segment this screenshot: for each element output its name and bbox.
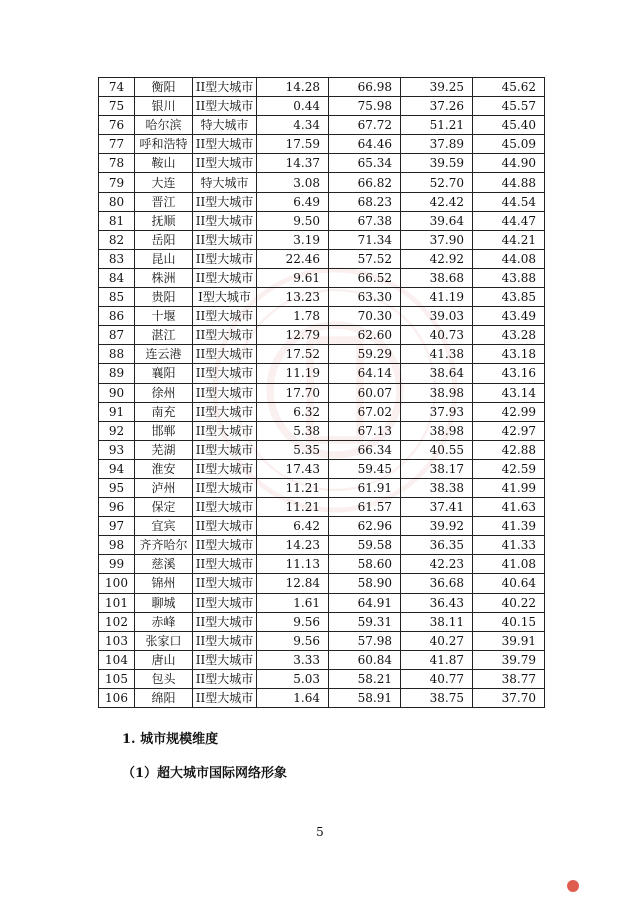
city-type-cell: II型大城市 [193,650,257,669]
score-cell: 6.49 [257,192,329,211]
rank-cell: 91 [99,402,135,421]
rank-cell: 104 [99,650,135,669]
score-cell: 62.60 [329,326,401,345]
table-row [99,307,545,326]
table-row [99,383,545,402]
table-row [99,97,545,116]
score-cell: 3.19 [257,230,329,249]
city-type-cell: II型大城市 [193,440,257,459]
city-type-cell: II型大城市 [193,364,257,383]
city-cell: 唐山 [135,650,193,669]
score-cell: 66.98 [329,78,401,97]
score-cell: 64.14 [329,364,401,383]
city-cell: 连云港 [135,345,193,364]
city-cell: 包头 [135,669,193,688]
score-cell: 17.70 [257,383,329,402]
score-cell: 40.27 [401,631,473,650]
rank-cell: 101 [99,593,135,612]
score-cell: 38.98 [401,383,473,402]
score-cell: 41.33 [473,536,545,555]
score-cell: 9.56 [257,612,329,631]
score-cell: 43.18 [473,345,545,364]
score-cell: 59.58 [329,536,401,555]
score-cell: 17.59 [257,135,329,154]
rank-cell: 94 [99,459,135,478]
score-cell: 14.28 [257,78,329,97]
section-heading: 1. 城市规模维度 [122,732,219,747]
rank-cell: 76 [99,116,135,135]
rank-cell: 80 [99,192,135,211]
city-cell: 锦州 [135,574,193,593]
score-cell: 44.21 [473,230,545,249]
score-cell: 36.68 [401,574,473,593]
rank-cell: 88 [99,345,135,364]
table-row [99,689,545,708]
table-row [99,135,545,154]
score-cell: 43.88 [473,268,545,287]
city-type-cell: II型大城市 [193,345,257,364]
score-cell: 41.39 [473,517,545,536]
city-type-cell: II型大城市 [193,459,257,478]
table-row [99,192,545,211]
rank-cell: 81 [99,211,135,230]
city-type-cell: II型大城市 [193,135,257,154]
city-type-cell: II型大城市 [193,631,257,650]
score-cell: 42.23 [401,555,473,574]
city-cell: 鞍山 [135,154,193,173]
city-cell: 哈尔滨 [135,116,193,135]
score-cell: 40.22 [473,593,545,612]
score-cell: 9.50 [257,211,329,230]
score-cell: 59.31 [329,612,401,631]
city-type-cell: II型大城市 [193,383,257,402]
city-type-cell: 特大城市 [193,116,257,135]
table-row [99,593,545,612]
table-row [99,650,545,669]
score-cell: 43.28 [473,326,545,345]
rank-cell: 84 [99,268,135,287]
score-cell: 11.21 [257,498,329,517]
city-cell: 齐齐哈尔 [135,536,193,555]
score-cell: 14.37 [257,154,329,173]
rank-cell: 85 [99,288,135,307]
score-cell: 64.46 [329,135,401,154]
score-cell: 12.79 [257,326,329,345]
score-cell: 12.84 [257,574,329,593]
score-cell: 39.91 [473,631,545,650]
score-cell: 38.77 [473,669,545,688]
rank-cell: 87 [99,326,135,345]
score-cell: 42.42 [401,192,473,211]
table-row [99,230,545,249]
rank-cell: 102 [99,612,135,631]
score-cell: 38.75 [401,689,473,708]
score-cell: 60.07 [329,383,401,402]
table-row [99,669,545,688]
city-ranking-table [98,77,545,708]
city-type-cell: II型大城市 [193,478,257,497]
table-row [99,402,545,421]
city-cell: 昆山 [135,249,193,268]
city-type-cell: I型大城市 [193,288,257,307]
table-row [99,154,545,173]
score-cell: 38.38 [401,478,473,497]
city-type-cell: II型大城市 [193,536,257,555]
score-cell: 40.55 [401,440,473,459]
score-cell: 45.62 [473,78,545,97]
score-cell: 14.23 [257,536,329,555]
score-cell: 44.90 [473,154,545,173]
source-logo [567,880,579,892]
score-cell: 9.56 [257,631,329,650]
table-row [99,173,545,192]
score-cell: 66.52 [329,268,401,287]
rank-cell: 77 [99,135,135,154]
score-cell: 75.98 [329,97,401,116]
city-type-cell: II型大城市 [193,230,257,249]
score-cell: 42.59 [473,459,545,478]
score-cell: 5.35 [257,440,329,459]
city-cell: 衡阳 [135,78,193,97]
table-row [99,78,545,97]
city-type-cell: II型大城市 [193,517,257,536]
table-row [99,421,545,440]
score-cell: 41.99 [473,478,545,497]
score-cell: 41.87 [401,650,473,669]
table-row [99,612,545,631]
city-type-cell: II型大城市 [193,249,257,268]
score-cell: 66.34 [329,440,401,459]
rank-cell: 99 [99,555,135,574]
score-cell: 39.25 [401,78,473,97]
city-cell: 邯郸 [135,421,193,440]
score-cell: 9.61 [257,268,329,287]
table-row [99,574,545,593]
score-cell: 43.49 [473,307,545,326]
score-cell: 39.92 [401,517,473,536]
score-cell: 52.70 [401,173,473,192]
score-cell: 37.93 [401,402,473,421]
score-cell: 40.77 [401,669,473,688]
score-cell: 4.34 [257,116,329,135]
score-cell: 64.91 [329,593,401,612]
rank-cell: 74 [99,78,135,97]
rank-cell: 105 [99,669,135,688]
city-cell: 呼和浩特 [135,135,193,154]
city-cell: 淮安 [135,459,193,478]
city-cell: 株洲 [135,268,193,287]
score-cell: 67.02 [329,402,401,421]
city-cell: 慈溪 [135,555,193,574]
score-cell: 45.09 [473,135,545,154]
score-cell: 68.23 [329,192,401,211]
city-type-cell: II型大城市 [193,154,257,173]
city-type-cell: II型大城市 [193,574,257,593]
score-cell: 42.92 [401,249,473,268]
score-cell: 6.42 [257,517,329,536]
score-cell: 41.08 [473,555,545,574]
city-type-cell: II型大城市 [193,593,257,612]
score-cell: 71.34 [329,230,401,249]
table-row [99,478,545,497]
rank-cell: 106 [99,689,135,708]
score-cell: 42.99 [473,402,545,421]
city-type-cell: II型大城市 [193,268,257,287]
score-cell: 1.61 [257,593,329,612]
rank-cell: 79 [99,173,135,192]
score-cell: 42.97 [473,421,545,440]
table-row [99,268,545,287]
score-cell: 41.38 [401,345,473,364]
score-cell: 1.78 [257,307,329,326]
score-cell: 38.98 [401,421,473,440]
table-row [99,498,545,517]
city-cell: 徐州 [135,383,193,402]
score-cell: 58.21 [329,669,401,688]
score-cell: 37.89 [401,135,473,154]
score-cell: 66.82 [329,173,401,192]
city-type-cell: II型大城市 [193,669,257,688]
score-cell: 38.11 [401,612,473,631]
rank-cell: 100 [99,574,135,593]
city-cell: 绵阳 [135,689,193,708]
city-type-cell: II型大城市 [193,326,257,345]
rank-cell: 78 [99,154,135,173]
city-cell: 贵阳 [135,288,193,307]
rank-cell: 89 [99,364,135,383]
score-cell: 65.34 [329,154,401,173]
city-type-cell: II型大城市 [193,192,257,211]
score-cell: 59.29 [329,345,401,364]
table-row [99,440,545,459]
city-cell: 岳阳 [135,230,193,249]
score-cell: 11.21 [257,478,329,497]
score-cell: 44.47 [473,211,545,230]
table-row [99,211,545,230]
score-cell: 38.17 [401,459,473,478]
score-cell: 37.70 [473,689,545,708]
page-number: 5 [316,825,324,839]
city-cell: 保定 [135,498,193,517]
table-row [99,631,545,650]
city-cell: 宜宾 [135,517,193,536]
score-cell: 37.90 [401,230,473,249]
score-cell: 63.30 [329,288,401,307]
score-cell: 59.45 [329,459,401,478]
score-cell: 40.15 [473,612,545,631]
table-row [99,249,545,268]
score-cell: 11.19 [257,364,329,383]
score-cell: 11.13 [257,555,329,574]
city-type-cell: II型大城市 [193,689,257,708]
score-cell: 36.43 [401,593,473,612]
rank-cell: 98 [99,536,135,555]
table-row [99,517,545,536]
rank-cell: 93 [99,440,135,459]
score-cell: 45.40 [473,116,545,135]
score-cell: 13.23 [257,288,329,307]
score-cell: 37.26 [401,97,473,116]
city-type-cell: II型大城市 [193,211,257,230]
score-cell: 40.64 [473,574,545,593]
score-cell: 45.57 [473,97,545,116]
score-cell: 70.30 [329,307,401,326]
score-cell: 39.64 [401,211,473,230]
score-cell: 38.68 [401,268,473,287]
score-cell: 61.57 [329,498,401,517]
city-cell: 聊城 [135,593,193,612]
score-cell: 57.52 [329,249,401,268]
table-body [99,78,545,708]
table-row [99,326,545,345]
rank-cell: 92 [99,421,135,440]
score-cell: 5.03 [257,669,329,688]
city-cell: 芜湖 [135,440,193,459]
rank-cell: 90 [99,383,135,402]
score-cell: 51.21 [401,116,473,135]
score-cell: 67.38 [329,211,401,230]
rank-cell: 86 [99,307,135,326]
city-cell: 抚顺 [135,211,193,230]
table-row [99,364,545,383]
score-cell: 60.84 [329,650,401,669]
score-cell: 41.19 [401,288,473,307]
city-cell: 泸州 [135,478,193,497]
score-cell: 41.63 [473,498,545,517]
score-cell: 0.44 [257,97,329,116]
score-cell: 39.79 [473,650,545,669]
subsection-heading: （1）超大城市国际网络形象 [122,766,288,781]
score-cell: 40.73 [401,326,473,345]
city-type-cell: II型大城市 [193,307,257,326]
score-cell: 37.41 [401,498,473,517]
city-type-cell: II型大城市 [193,498,257,517]
score-cell: 67.72 [329,116,401,135]
table-row [99,345,545,364]
city-cell: 大连 [135,173,193,192]
city-type-cell: II型大城市 [193,402,257,421]
score-cell: 44.08 [473,249,545,268]
rank-cell: 97 [99,517,135,536]
city-cell: 晋江 [135,192,193,211]
score-cell: 38.64 [401,364,473,383]
score-cell: 43.85 [473,288,545,307]
table-row [99,116,545,135]
score-cell: 5.38 [257,421,329,440]
city-cell: 湛江 [135,326,193,345]
score-cell: 3.33 [257,650,329,669]
score-cell: 43.14 [473,383,545,402]
city-type-cell: II型大城市 [193,555,257,574]
score-cell: 36.35 [401,536,473,555]
rank-cell: 75 [99,97,135,116]
city-type-cell: II型大城市 [193,421,257,440]
city-type-cell: II型大城市 [193,612,257,631]
city-cell: 南充 [135,402,193,421]
score-cell: 39.59 [401,154,473,173]
table-row [99,288,545,307]
city-type-cell: II型大城市 [193,97,257,116]
source-logo-icon [567,880,579,892]
city-cell: 赤峰 [135,612,193,631]
rank-cell: 103 [99,631,135,650]
score-cell: 17.52 [257,345,329,364]
table-row [99,536,545,555]
score-cell: 44.54 [473,192,545,211]
city-cell: 十堰 [135,307,193,326]
score-cell: 43.16 [473,364,545,383]
city-type-cell: II型大城市 [193,78,257,97]
rank-cell: 95 [99,478,135,497]
city-cell: 襄阳 [135,364,193,383]
score-cell: 61.91 [329,478,401,497]
score-cell: 6.32 [257,402,329,421]
score-cell: 57.98 [329,631,401,650]
score-cell: 3.08 [257,173,329,192]
table-row [99,555,545,574]
score-cell: 44.88 [473,173,545,192]
score-cell: 58.60 [329,555,401,574]
city-cell: 张家口 [135,631,193,650]
rank-cell: 82 [99,230,135,249]
rank-cell: 96 [99,498,135,517]
score-cell: 17.43 [257,459,329,478]
table-row [99,459,545,478]
city-type-cell: 特大城市 [193,173,257,192]
score-cell: 39.03 [401,307,473,326]
score-cell: 58.90 [329,574,401,593]
score-cell: 67.13 [329,421,401,440]
score-cell: 42.88 [473,440,545,459]
score-cell: 62.96 [329,517,401,536]
score-cell: 1.64 [257,689,329,708]
score-cell: 58.91 [329,689,401,708]
score-cell: 22.46 [257,249,329,268]
rank-cell: 83 [99,249,135,268]
city-cell: 银川 [135,97,193,116]
